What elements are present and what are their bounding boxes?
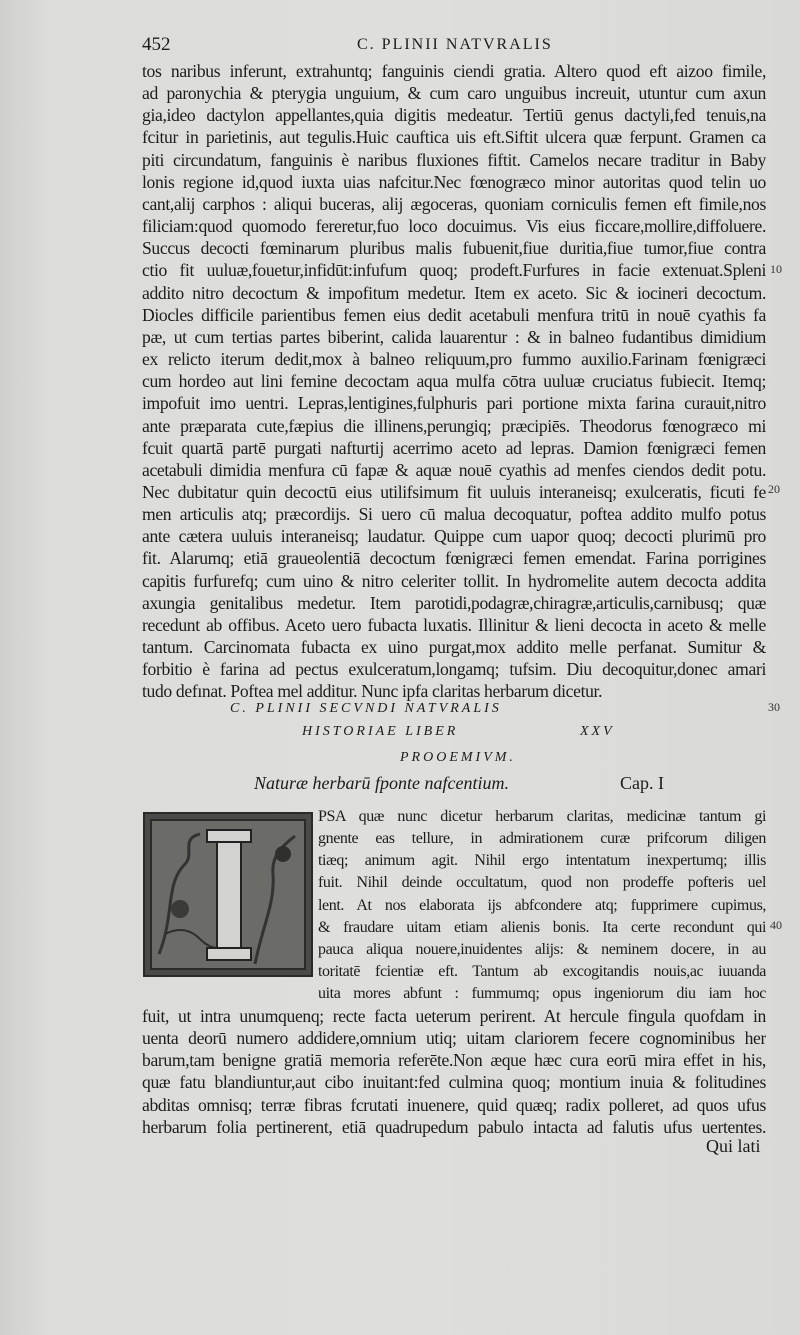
text-line: fcuit quartā partē purgati nafturtij acerrimo aceto ad lepras. Damion fœnigræci femen <box>142 437 766 458</box>
margin-line-number: 30 <box>768 700 780 714</box>
text-line: pæ, ut cum tertias partes biberint, calida lauarentur : & in balneo fudantibus dimidium <box>142 326 766 347</box>
text-line: uenta deorū numero addidere,omnium utiq; uitam clariorem fecere cognominibus her <box>142 1028 766 1049</box>
text-line: ex relicto iterum dedit,mox à balneo reliquum,pro fummo auxilio.Farinam fœnigræci <box>142 349 766 370</box>
text-line: men articulis atq; præcordijs. Si uero cū malua decoquatur, poftea addito mulfo potus <box>142 504 766 525</box>
text-line: fuit, ut intra unumquenq; recte facta ueterum perirent. At hercule fingula quofdam in <box>142 1006 766 1026</box>
decorated-initial <box>143 812 313 977</box>
text-line: lonis regione id,quod iuxta uias nafcitur.Nec fœnogræco minor autoritas quod telin uo <box>142 171 766 192</box>
body-text-beside-initial <box>318 806 766 1005</box>
text-line: & fraudare uitam etiam alienis bonis. Ita certe recondunt qui <box>318 918 766 936</box>
text-line: fit. Alarumq; etiā graueolentiā decoctum fœnigræci femen emendat. Farina porrigines <box>142 548 766 569</box>
running-title: C. PLINII NATVRALIS <box>357 36 553 53</box>
page-number: 452 <box>142 34 171 55</box>
text-line: cum hordeo aut lini femine decoctam aqua mulfa cōtra uuluæ cruciatus fubiecit. Itemq; <box>142 371 766 392</box>
text-line: fuit. Nihil deinde occultatum, quod non prodeffe pofteris uel <box>318 874 766 892</box>
text-line: lent. At nos elaborata ijs abfcondere atq; fupprimere cupimus, <box>318 896 766 914</box>
chapter-title: Naturæ herbarū fponte nafcentium. <box>254 773 509 793</box>
book-heading-line1: C. PLINII SECVNDI NATVRALIS <box>230 701 502 716</box>
chapter-number: Cap. I <box>620 773 664 793</box>
text-line: Succus decocti fœminarum pluribus malis fubuenit,fiue duritia,fiue tumor,fiue contra <box>142 238 766 259</box>
text-line: recedunt ab offibus. Aceto uero fubacta luxatis. Illinitur & lieni decocta in aceto & melle <box>142 614 766 635</box>
proem-heading: PROOEMIVM. <box>400 750 516 765</box>
text-line: PSA quæ nunc dicetur herbarum claritas, medicinæ tantum gi <box>318 808 766 825</box>
text-line: toritatē fcientiæ eft. Tantum ab excogitandis nouis,ac iuuanda <box>318 963 766 981</box>
text-line: tiæq; animum agit. Nihil ergo intentatum inexpertumq; illis <box>318 852 766 870</box>
text-line: gnente eas tellure, in admirationem curæ prifcorum diligen <box>318 830 766 848</box>
text-line: Nec dubitatur quin decoctū eius utilifsimum fit uuluis interaneisq; exulceratis, ficuti fe <box>142 481 766 502</box>
text-line: cant,alij carphos : aliqui buceras, alij ægoceras, quoniam corniculis femen eft fimile,nos <box>142 193 766 214</box>
text-line: fcitur in parietinis, aut tegulis.Huic cauftica uis eft.Siftit ulcera quæ ferpunt. Gramen ca <box>142 127 766 148</box>
text-line: abditas omnisq; terræ fibras fcrutati inuenere, quid quæq; radix polleret, ad quos ufus <box>142 1094 766 1115</box>
text-line: ad paronychia & pterygia unguium, & cum caro unguibus increuit, utuntur cum axun <box>142 83 766 104</box>
text-line: acetabuli dimidia menfura cū fapæ & aquæ nouē cyathis ad menfes ciendos dedit potu. <box>142 459 766 480</box>
text-line: filiciam:quod quomodo fereretur,fuo loco docuimus. Vis eius ficcare,mollire,diffoluere. <box>142 216 766 237</box>
margin-line-number: 20 <box>768 482 780 496</box>
text-line: ctio fit uuluæ,fouetur,infidūt:infufum quoq; prodeft.Furfures in facie extenuat.Spleni <box>142 260 766 281</box>
text-line: capitis furfurefq; cum uino & nitro celeriter tollit. In hydromelite autem decocta addita <box>142 570 766 591</box>
text-line: gia,ideo dactylon appellantes,quia digitis medeatur. Tertiū genus dactyli,fed tenuis,na <box>142 105 766 126</box>
text-line: forbitio è farina ad pectus exulceratum,longamq; tufsim. Diu decoquitur,donec amari <box>142 659 766 680</box>
text-line: piti circundatum, fanguinis è naribus fluxiones fiftit. Camelos necare traditur in Baby <box>142 149 766 170</box>
text-line: ante præparata cute,fæpius die illinens,perungiq; præcipiēs. Theodorus fœnogræco mi <box>142 415 766 436</box>
text-line: pauca aliqua nouere,inuidentes alijs: & neminem docere, in au <box>318 940 766 958</box>
text-line: impofuit imo uentri. Lepras,lentigines,fulphuris pari portione mixta farina curauit,nitro <box>142 393 766 414</box>
body-text-top <box>142 60 766 703</box>
body-text-bottom <box>142 1005 766 1138</box>
text-line: quæ fatu blandiuntur,aut cibo inuitant:fed culmina quoq; montium inuia & folitudines <box>142 1072 766 1093</box>
running-head <box>142 34 770 58</box>
text-line: uita mores abfunt : fummumq; opus ingeniorum diu iam hoc <box>318 985 766 1003</box>
text-line: Diocles difficile parientibus femen eius dedit acetabuli menfura tritū in nouē cyathis fa <box>142 304 766 325</box>
text-line: barum,tam benigne gratiā memoria referēte.Non æque hæc cura eorū mira effet in his, <box>142 1050 766 1071</box>
text-line: addito nitro decoctum & impofitum medetur. Item ex aceto. Sic & iocineri decoctum. <box>142 282 766 303</box>
catchword: Qui lati <box>706 1136 761 1156</box>
text-line: axungia genitalibus medetur. Item parotidi,podagræ,chiragræ,articulis,carnibusq; quæ <box>142 592 766 613</box>
book-heading-line2-left: HISTORIAE LIBER <box>302 724 459 739</box>
text-line: tantum. Carcinomata fubacta ex uino purgat,mox addito melle perfanat. Sumitur & <box>142 637 766 658</box>
text-line: herbarum folia pertinerent, etiā quadrupedum pabulo intacta ad falutis ufus uertentes. <box>142 1116 766 1137</box>
margin-line-number: 10 <box>770 262 782 276</box>
text-line: tos naribus inferunt, extrahuntq; fanguinis ciendi gratia. Altero quod eft aizoo fimile, <box>142 61 766 81</box>
text-line: ante cætera uuluis interaneisq; laudatur. Quippe cum uapor quoq; decocti plurimū pro <box>142 526 766 547</box>
book-heading-line2-right: XXV <box>580 724 615 739</box>
woodcut-initial-icon <box>145 814 311 975</box>
text-line: tudo defınat. Poftea mel additur. Nunc ipfa claritas herbarum dicetur. <box>142 681 603 702</box>
margin-line-number: 40 <box>770 918 782 932</box>
